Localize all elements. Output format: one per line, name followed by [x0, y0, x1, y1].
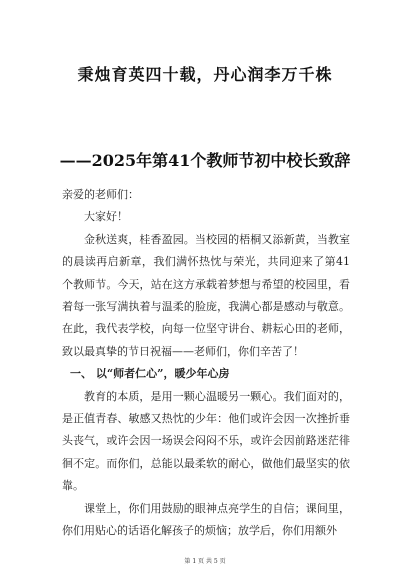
greeting-line: 大家好！ — [84, 210, 128, 224]
page-footer: 第 1 页 共 5 页 — [184, 558, 226, 565]
document-body — [62, 184, 350, 543]
document-title: 秉烛育英四十载，丹心润李万千株 — [77, 65, 333, 84]
section-heading: 一、 以“师者仁心”，暖少年心房 — [70, 367, 230, 381]
section-paragraph: 课堂上，你们用鼓励的眼神点亮学生的自信；课间里，你们用贴心的话语化解孩子的烦恼；放学后，你们用额外 — [62, 501, 350, 538]
section-paragraph: 教育的本质，是用一颗心温暖另一颗心。我们面对的，是正值青春、敏感又热忱的少年：他们或许会因一次挫折垂头丧气，或许会因一场误会闷闷不乐，或许会因前路迷茫徘徊不定。而你们，总能以最柔软的耐心，做他们最坚实的依靠。 — [62, 389, 350, 493]
body-paragraph: 金秋送爽，桂香盈园。当校园的梧桐又添新黄，当教室的晨读再启新章，我们满怀热忱与荣光，共同迎来了第41个教师节。今天，站在这方承载着梦想与希望的校园里，看着每一张写满执着与温柔的脸庞，我满心都是感动与敬意。在此，我代表学校，向每一位坚守讲台、耕耘心田的老师，致以最真挚的节日祝福——老师们，你们辛苦了！ — [62, 232, 350, 358]
salutation: 亲爱的老师们： — [62, 188, 139, 201]
document-subtitle: ——2025年第41个教师节初中校长致辞 — [59, 151, 351, 170]
